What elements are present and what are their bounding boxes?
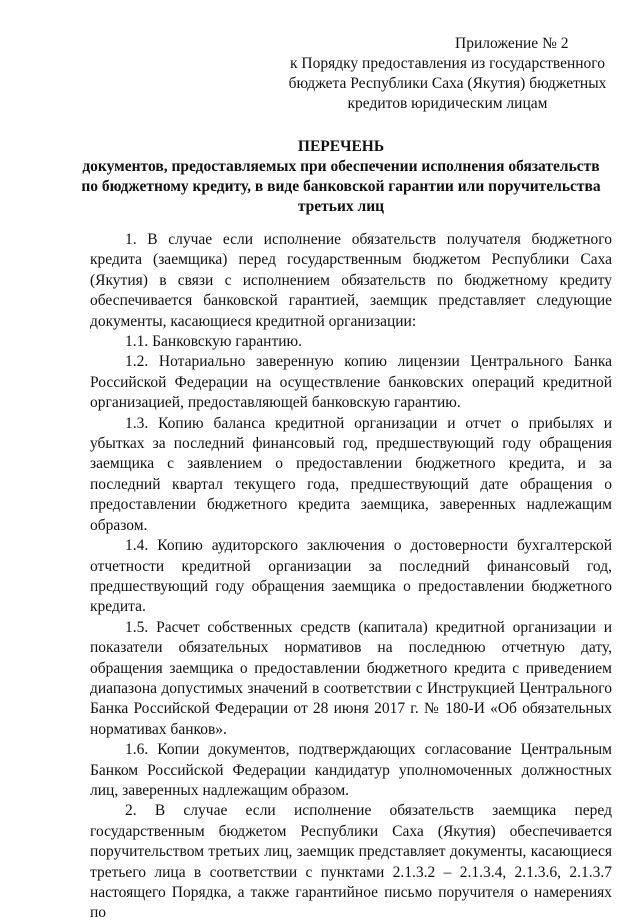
paragraph-1-3: 1.3. Копию баланса кредитной организации и отчет о прибылях и убытках за последний финансовый год, предшествующий году обращения заемщика с заявлением о предоставлении бюджетного кредита, и за последний квартал текущего года, предшествующий дате обращения о предоставлении бюджетного кредита заемщика, заверенных надлежащим образом. bbox=[90, 414, 612, 534]
appendix-title: Приложение № 2 bbox=[455, 35, 569, 52]
paragraph-1-1: 1.1. Банковскую гарантию. bbox=[125, 333, 303, 351]
paragraph-1-6: 1.6. Копии документов, подтверждающих согласование Центральным Банком Российской Федерации кандидатур уполномоченных должностных лиц, заверенных надлежащим образом. bbox=[90, 741, 612, 799]
heading-title: ПЕРЕЧЕНЬ bbox=[297, 138, 385, 155]
appendix-line-2: бюджета Республики Саха (Якутия) бюджетных bbox=[288, 75, 607, 92]
paragraph-1: 1. В случае если исполнение обязательств получателя бюджетного кредита (заемщика) перед государственным бюджетом Республики Саха (Якутия) в связи с исполнением обязательств по бюджетному кредиту обеспечивается банковской гарантией, заемщик представляет следующие документы, касающиеся кредитной организации: bbox=[90, 231, 612, 330]
paragraph-1-2: 1.2. Нотариально заверенную копию лицензии Центрального Банка Российской Федерации на осуществление банковских операций кредитной организацией, предоставляющей банковскую гарантию. bbox=[90, 353, 612, 412]
paragraph-1-5: 1.5. Расчет собственных средств (капитала) кредитной организации и показатели обязательных нормативов на последнюю отчетную дату, обращения заемщика о предоставлении бюджетного кредита с приведением диапазона допустимых значений в соответствии с Инструкцией Центрального Банка Российской Федерации от 28 июня 2017 г. № 180-И «Об обязательных нормативах банков». bbox=[90, 618, 612, 738]
heading-line-3: третьих лиц bbox=[297, 198, 385, 215]
heading-line-2: по бюджетному кредиту, в виде банковской гарантии или поручительства bbox=[81, 178, 601, 195]
appendix-header bbox=[275, 34, 620, 114]
document-heading bbox=[80, 137, 602, 217]
paragraph-1-4: 1.4. Копию аудиторского заключения о достоверности бухгалтерской отчетности кредитной организации за последний финансовый год, предшествующий году обращения заемщика о предоставлении бюджетного кредита. bbox=[90, 537, 612, 616]
appendix-line-1: к Порядку предоставления из государственного bbox=[289, 55, 606, 72]
heading-line-1: документов, предоставляемых при обеспечении исполнения обязательств bbox=[82, 158, 600, 175]
document-body bbox=[90, 230, 612, 924]
appendix-line-3: кредитов юридическим лицам bbox=[347, 95, 548, 112]
paragraph-2: 2. В случае если исполнение обязательств заемщика перед государственным бюджетом Республики Саха (Якутия) обеспечивается поручительством третьих лиц, заемщик представляет документы, касающиеся третьего лица в соответствии с пунктами 2.1.3.2 – 2.1.3.4, 2.1.3.6, 2.1.3.7 настоящего Порядка, а также гарантийное письмо поручителя о намерениях по bbox=[90, 802, 612, 922]
